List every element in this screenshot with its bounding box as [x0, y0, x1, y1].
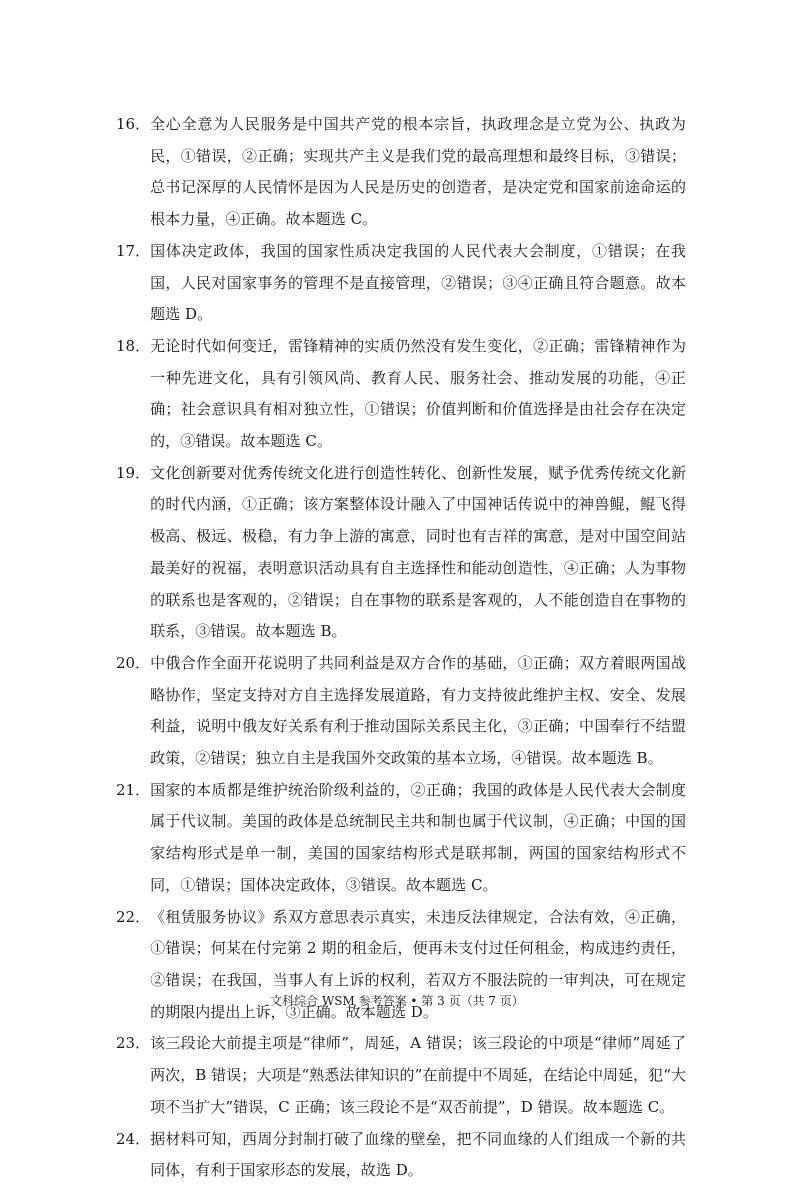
answer-item-17 — [116, 236, 686, 331]
item-text: 国家的本质都是维护统治阶级利益的，②正确；我国的政体是人民代表大会制度属于代议制。美国的政体是总统制民主共和制也属于代议制，④正确；中国的国家结构形式是单一制，美国的国家结构形式是联邦制，两国的国家结构形式不同，①错误；国体决定政体，③错误。故本题选 C。 — [150, 780, 686, 894]
item-number: 16． — [116, 115, 151, 133]
answer-item-20 — [116, 648, 686, 775]
answer-item-23 — [116, 1028, 686, 1123]
item-number: 18． — [116, 336, 151, 355]
item-text: 文化创新要对优秀传统文化进行创造性转化、创新性发展，赋予优秀传统文化新的时代内涵，①正确；该方案整体设计融入了中国神话传说中的神兽鲲，鲲飞得极高、极远、极稳，有力争上游的寓意，同时也有吉祥的寓意，是对中国空间站最美好的祝福，表明意识活动具有自主选择性和能动创造性，④正确；人为事物的联系也是客观的，②错误；自在事物的联系是客观的，人不能创造自在事物的联系，③错误。故本题选 B。 — [150, 463, 686, 641]
item-text: 据材料可知，西周分封制打破了血缘的壁垒，把不同血缘的人们组成一个新的共同体，有利于国家形态的发展，故选 D。 — [150, 1129, 686, 1180]
answer-item-18 — [116, 331, 686, 458]
item-text: 中俄合作全面开花说明了共同利益是双方合作的基础，①正确；双方着眼两国战略协作，坚定支持对方自主选择发展道路，有力支持彼此维护主权、安全、发展利益，说明中俄友好关系有利于推动国际关系民主化，③正确；中国奉行不结盟政策，②错误；独立自主是我国外交政策的基本立场，④错误。故本题选 B。 — [150, 653, 686, 768]
answer-item-19 — [116, 458, 686, 648]
answer-item-24 — [116, 1124, 686, 1187]
answer-item-16 — [116, 109, 686, 236]
item-text: 该三段论大前提主项是“律师”，周延，A 错误；该三段论的中项是“律师”周延了两次，B 错误；大项是“熟悉法律知识的”在前提中不周延，在结论中周延，犯“大项不当扩大”错误，C 正确；该三段论不是“双否前提”，D 错误。故本题选 C。 — [150, 1034, 686, 1116]
item-text: 全心全意为人民服务是中国共产党的根本宗旨，执政理念是立党为公、执政为民，①错误，②正确；实现共产主义是我们党的最高理想和最终目标，③错误；总书记深厚的人民情怀是因为人民是历史的创造者，是决定党和国家前途命运的根本力量，④正确。故本题选 C。 — [150, 115, 686, 229]
item-number: 23． — [116, 1034, 151, 1053]
item-text: 《租赁服务协议》系双方意思表示真实，未违反法律规定，合法有效，④正确，①错误；何某在付完第 2 期的租金后，便再未支付过任何租金，构成违约责任，②错误；在我国，当事人有上诉的权利，若双方不服法院的一审判决，可在规定的期限内提出上诉，③正确。故本题选 D。 — [150, 907, 686, 1021]
item-text: 国体决定政体，我国的国家性质决定我国的人民代表大会制度，①错误；在我国，人民对国家事务的管理不是直接管理，②错误；③④正确且符合题意。故本题选 D。 — [150, 241, 686, 324]
item-number: 19． — [116, 463, 151, 482]
item-number: 24． — [116, 1129, 151, 1148]
item-number: 20． — [116, 653, 151, 672]
item-number: 21． — [116, 780, 151, 799]
answer-item-21 — [116, 775, 686, 902]
item-number: 17． — [116, 241, 151, 260]
item-text: 无论时代如何变迁，雷锋精神的实质仍然没有发生变化，②正确；雷锋精神作为一种先进文化，具有引领风尚、教育人民、服务社会、推动发展的功能，④正确；社会意识具有相对独立性，①错误；价值判断和价值选择是由社会存在决定的，③错误。故本题选 C。 — [150, 336, 686, 451]
answer-list — [116, 109, 686, 1187]
answer-item-22 — [116, 902, 686, 1029]
item-number: 22． — [116, 907, 151, 926]
page-footer: 文科综合 WSM 参考答案 • 第 3 页（共 7 页） — [270, 994, 524, 1008]
